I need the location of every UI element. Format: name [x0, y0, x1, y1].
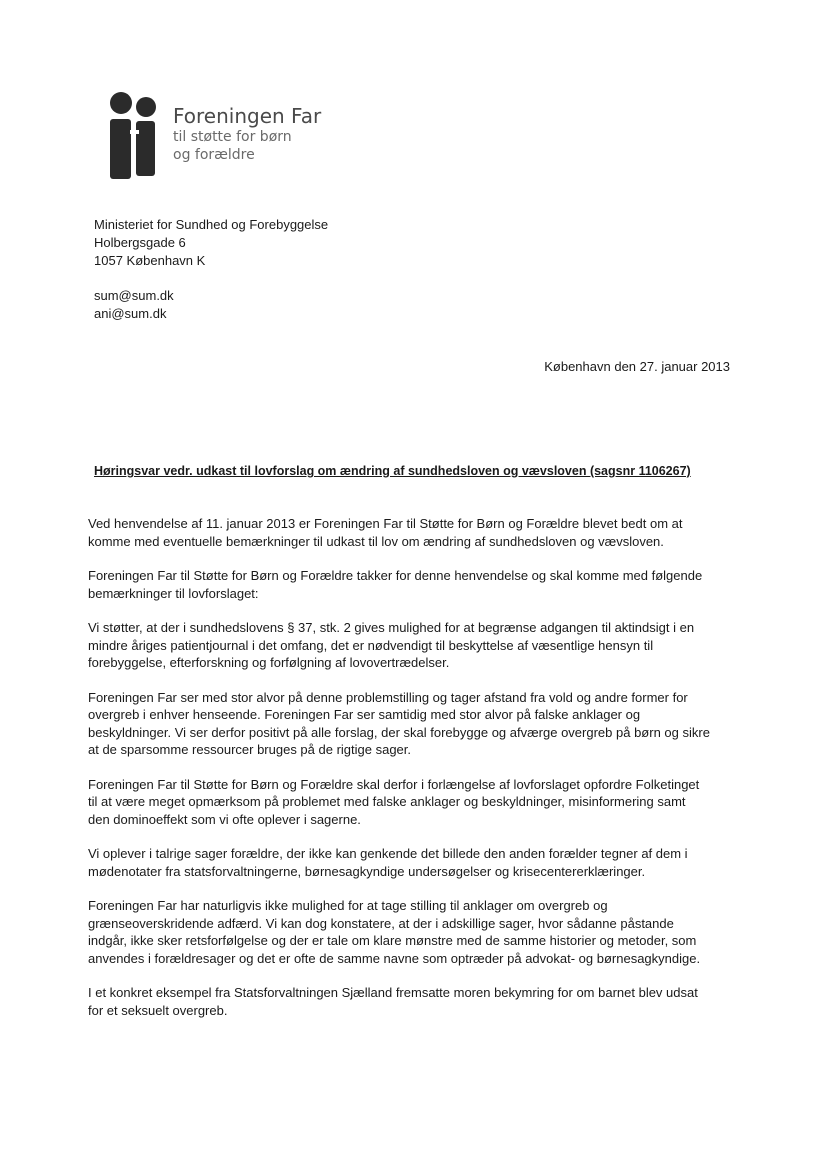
text-line: beskyldninger. Vi ser derfor positivt på alle forslag, der skal forebygge og afværge overgreb på børn og sikre [88, 724, 710, 740]
recipient-emails [94, 287, 174, 323]
organization-tagline-1: til støtte for børn [173, 129, 292, 145]
email-address: ani@sum.dk [94, 306, 167, 321]
paragraph [88, 515, 738, 550]
text-line: for et seksuelt overgreb. [88, 1002, 228, 1018]
text-line: Vi oplever i talrige sager forældre, der ikke kan genkende det billede den anden forælder tegner af dem i [88, 846, 688, 861]
dateline: København den 27. januar 2013 [544, 359, 730, 374]
text-line: forebyggelse, efterforskning og forfølgning af lovovertrædelser. [88, 655, 450, 670]
text-line: Foreningen Far til Støtte for Børn og Forældre skal derfor i forlængelse af lovforslaget opfordre Folketinget [88, 776, 700, 792]
paragraph [88, 619, 738, 672]
paragraph [88, 689, 738, 759]
text-line: Ved henvendelse af 11. januar 2013 er Foreningen Far til Støtte for Børn og Forældre blevet bedt om at [88, 516, 683, 531]
paragraph [88, 567, 738, 602]
text-line: mødenotater fra statsforvaltningerne, børnesagkyndige undersøgelser og krisecentererklæringer. [88, 863, 646, 879]
address-line: Ministeriet for Sundhed og Forebyggelse [94, 217, 329, 232]
text-line: overgreb i enhver henseende. Foreningen Far ser samtidig med stor alvor på falske anklager og [88, 707, 641, 722]
text-line: til at være meget opmærksom på problemet med falske anklager og beskyldninger, misinformering samt [88, 794, 686, 809]
text-line: indgår, ikke sker retsforfølgelse og der er tale om klare mønstre med de samme historier og metoder, som [88, 933, 697, 948]
paragraph [88, 984, 738, 1019]
text-line: mindre åriges patientjournal i det omfang, det er nødvendigt til beskyttelse af væsentlige hensyn til [88, 637, 654, 653]
letterhead-logo [108, 90, 368, 180]
text-line: grænseoverskridende adfærd. Vi kan dog konstatere, at der i adskillige sager, hvor sådanne påstande [88, 915, 674, 931]
text-line: I et konkret eksempel fra Statsforvaltningen Sjælland fremsatte moren bekymring for om barnet blev udsat [88, 985, 698, 1000]
address-line: 1057 København K [94, 253, 206, 268]
text-line: komme med eventuelle bemærkninger til udkast til lov om ændring af sundhedsloven og vævsloven. [88, 533, 664, 549]
text-line: Foreningen Far ser med stor alvor på denne problemstilling og tager afstand fra vold og andre former for [88, 689, 688, 705]
paragraph [88, 845, 738, 880]
letter-body [88, 515, 738, 1036]
logo-text [173, 104, 321, 164]
recipient-address [94, 216, 328, 270]
paragraph [88, 776, 738, 829]
text-line: Foreningen Far til Støtte for Børn og Forældre takker for denne henvendelse og skal komme med følgende [88, 568, 703, 583]
family-figures-logo-icon [108, 90, 164, 180]
text-line: anvendes i forældresager og det er ofte de samme navne som optræder på advokat- og børnesagkyndige. [88, 950, 701, 966]
paragraph [88, 897, 738, 967]
organization-tagline-2: og forældre [173, 147, 255, 163]
address-line: Holbergsgade 6 [94, 235, 186, 250]
organization-name: Foreningen Far [173, 104, 322, 128]
text-line: den dominoeffekt som vi ofte oplever i sagerne. [88, 811, 361, 827]
text-line: Foreningen Far har naturligvis ikke mulighed for at tage stilling til anklager om overgreb og [88, 898, 608, 913]
text-line: bemærkninger til lovforslaget: [88, 585, 259, 601]
text-line: at de sparsomme ressourcer bruges på de rigtige sager. [88, 742, 412, 757]
text-line: Vi støtter, at der i sundhedslovens § 37, stk. 2 gives mulighed for at begrænse adgangen til aktindsigt i en [88, 620, 695, 635]
letter-subject: Høringsvar vedr. udkast til lovforslag om ændring af sundhedsloven og vævsloven (sagsnr 1106267) [94, 464, 691, 478]
email-address: sum@sum.dk [94, 288, 174, 303]
